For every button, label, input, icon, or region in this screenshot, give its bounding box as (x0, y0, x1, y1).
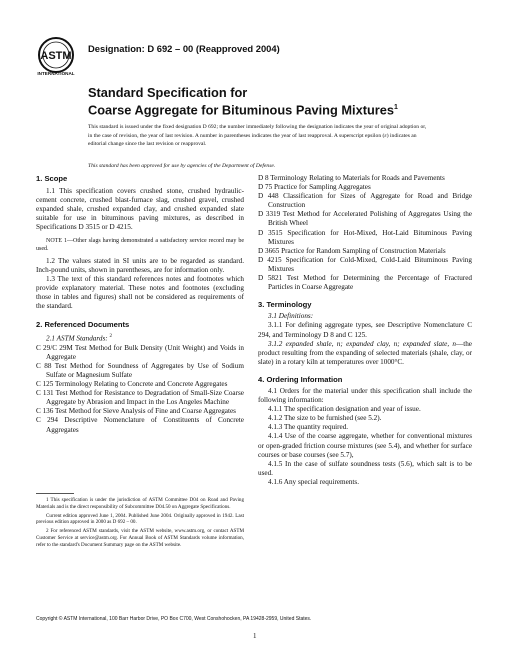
reference-item: D 3515 Specification for Hot-Mixed, Hot-Laid Bituminous Paving Mixtures (258, 228, 472, 246)
term-3-1-2-definition: —the product resulting from the expanding of selected materials (shale, clay, or slate) in a rotary kiln at temperatures over 1000°C. (258, 339, 472, 366)
astm-logo (36, 36, 80, 76)
terminology-heading: 3. Terminology (258, 300, 312, 310)
reference-item: D 4215 Specification for Cold-Mixed, Cold-Laid Bituminous Paving Mixtures (258, 255, 472, 273)
definitions-subheading: 3.1 Definitions: (268, 312, 314, 321)
approval-note: This standard has been approved for use by agencies of the Department of Defense. (88, 163, 276, 169)
title-line-2: Coarse Aggregate for Bituminous Paving Mixtures (88, 101, 394, 117)
order-4-1: 4.1 Orders for the material under this specification shall include the following information: (258, 386, 472, 405)
scope-1-3: 1.3 The text of this standard references notes and footnotes which provide explanatory material. These notes and footnotes (excluding those in tables and figures) shall not be considered as requirements of the standard. (36, 274, 244, 311)
page-number: 1 (253, 632, 257, 640)
scope-1-2: 1.2 The values stated in SI units are to be regarded as standard. Inch-pound units, shown in parentheses, are for information only. (36, 256, 244, 274)
footnote-1-edition: Current edition approved June 1, 2004. Published June 2004. Originally approved in 1942. Last previous edition approved in 2000 as D 692 – 00. (36, 512, 244, 526)
footnote-1: 1 This specification is under the jurisdiction of ASTM Committee D04 on Road and Paving Materials and is the direct responsibility of Subcommittee D04.50 on Aggregate Specifications. (36, 497, 244, 510)
reference-item: C 29/C 29M Test Method for Bulk Density (Unit Weight) and Voids in Aggregate (36, 343, 244, 361)
footnote-2: 2 For referenced ASTM standards, visit the ASTM website, www.astm.org, or contact ASTM Customer Service at service@astm.org. For Annual Book of ASTM Standards volume information, refer to the standard's Document Summary page on the ASTM website. (36, 528, 244, 548)
right-column (258, 174, 472, 487)
footnote-rule (36, 493, 74, 494)
reference-item: D 3665 Practice for Random Sampling of Construction Materials (258, 246, 446, 255)
issuance-notice: This standard is issued under the fixed designation D 692; the number immediately following the designation indicates the year of original adoption or, in the case of revision, the year of last revision. A number in parentheses indicates the year of last reapproval. A superscript epsilon (ε) indicates an editorial change since the last revision or reapproval. (88, 124, 427, 148)
reference-item: C 125 Terminology Relating to Concrete and Concrete Aggregates (36, 380, 228, 389)
title-footnote-mark: 1 (394, 103, 398, 111)
astm-standards-subheading: 2.1 ASTM Standards: (46, 334, 108, 343)
reference-item: C 294 Descriptive Nomenclature of Constituents of Concrete Aggregates (36, 416, 244, 434)
order-item: 4.1.5 In the case of sulfate soundness tests (5.6), which salt is to be used. (258, 459, 472, 477)
order-item: 4.1.1 The specification designation and year of issue. (268, 405, 421, 414)
svg-text:INTERNATIONAL: INTERNATIONAL (37, 71, 75, 76)
order-item: 4.1.2 The size to be furnished (see 5.2). (268, 414, 382, 423)
footnote-mark-2: 2 (109, 334, 112, 340)
order-item: 4.1.6 Any special requirements. (268, 477, 360, 486)
scope-heading: 1. Scope (36, 174, 68, 183)
reference-item: D 8 Terminology Relating to Materials for Roads and Pavements (258, 174, 445, 182)
referenced-documents-heading: 2. Referenced Documents (36, 320, 130, 330)
reference-item: C 131 Test Method for Resistance to Degradation of Small-Size Coarse Aggregate by Abrasion and Impact in the Los Angeles Machine (36, 389, 244, 407)
note-1: NOTE 1—Other slags having demonstrated a satisfactory service record may be used. (36, 237, 244, 252)
page-title (88, 86, 488, 117)
reference-item: C 136 Test Method for Sieve Analysis of Fine and Coarse Aggregates (36, 407, 236, 416)
term-3-1-1: 3.1.1 For defining aggregate types, see Descriptive Nomenclature C 294, and Terminology D 8 and C 125. (258, 321, 472, 339)
reference-item: D 75 Practice for Sampling Aggregates (258, 183, 371, 192)
ordering-information-heading: 4. Ordering Information (258, 374, 343, 384)
order-item: 4.1.4 Use of the coarse aggregate, whether for conventional mixtures or open-graded friction course mixtures (see 5.4), and whether for surface courses or base courses (see 5.7), (258, 432, 472, 459)
reference-item: C 88 Test Method for Soundness of Aggregates by Use of Sodium Sulfate or Magnesium Sulfate (36, 361, 244, 379)
title-line-1: Standard Specification for (88, 85, 248, 100)
left-reference-list (36, 344, 244, 435)
reference-item: D 448 Classification for Sizes of Aggregate for Road and Bridge Construction (258, 192, 472, 210)
reference-item: D 5821 Test Method for Determining the Percentage of Fractured Particles in Coarse Aggregate (258, 274, 472, 292)
left-column (36, 174, 244, 435)
svg-text:ASTM: ASTM (40, 50, 72, 62)
right-reference-list (258, 174, 472, 292)
order-item: 4.1.3 The quantity required. (268, 423, 349, 432)
footnotes (36, 497, 244, 551)
term-3-1-2-lead: 3.1.2 expanded shale, n; expanded clay, n; expanded slate, n (268, 339, 457, 348)
copyright-line: Copyright © ASTM International, 100 Barr Harbor Drive, PO Box C700, West Conshohocken, PA 19428-2959, United States. (36, 616, 312, 622)
designation: Designation: D 692 – 00 (Reapproved 2004) (88, 43, 280, 54)
reference-item: D 3319 Test Method for Accelerated Polishing of Aggregates Using the British Wheel (258, 210, 472, 228)
scope-1-1: 1.1 This specification covers crushed stone, crushed hydraulic-cement concrete, crushed blast-furnace slag, crushed gravel, crushed expanded shale, crushed expanded clay, and crushed expanded slate suitable for use in bituminous paving mixtures, as described in Specifications D 3515 or D 4215. (36, 187, 244, 232)
